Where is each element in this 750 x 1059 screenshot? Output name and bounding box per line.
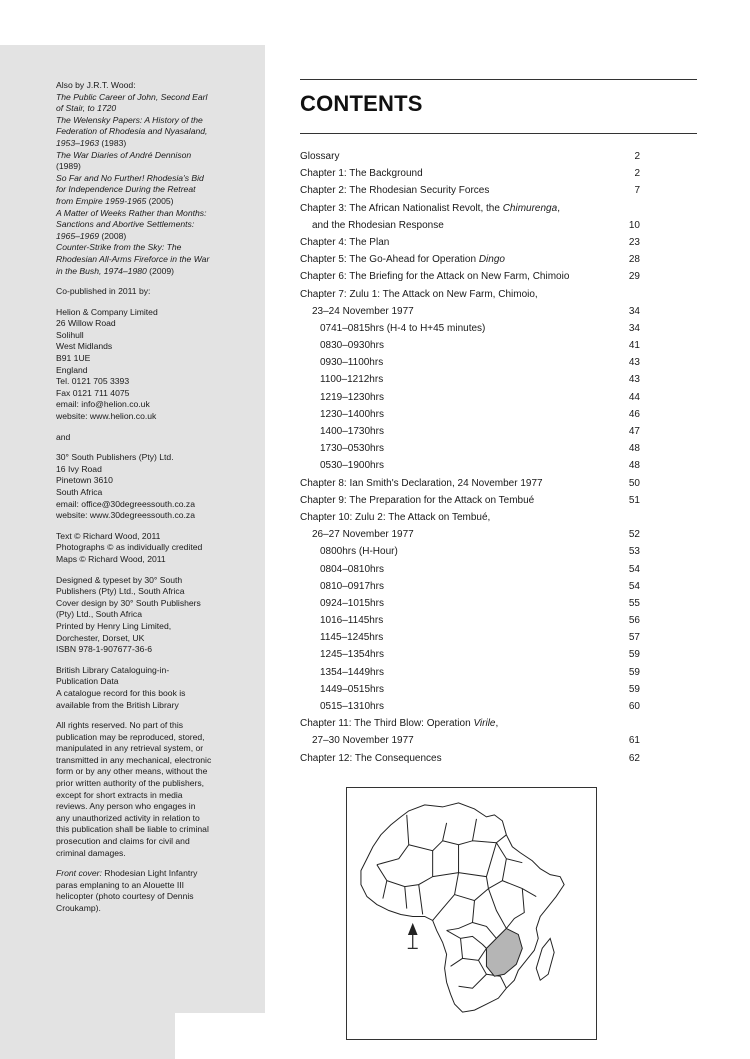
toc-title-segment: 0930–1100hrs	[320, 357, 384, 369]
toc-entry-title	[320, 631, 383, 645]
work-title-text: The Welensky Papers: A History of the	[56, 114, 203, 125]
toc-entry-title	[300, 511, 490, 525]
toc-entry-title	[300, 288, 538, 302]
toc-entry	[300, 563, 640, 580]
sidebar-line: prosecution and claims for civil and	[56, 836, 190, 847]
toc-title-segment: Chapter 5: The Go-Ahead for Operation	[300, 254, 479, 266]
work-year: (1983)	[99, 137, 127, 148]
sidebar-line: B91 1UE	[56, 353, 91, 364]
africa-outline	[361, 803, 564, 1012]
sidebar-line: A catalogue record for this book is	[56, 687, 186, 698]
africa-map	[346, 787, 597, 1040]
sidebar-line: transmitted in any mechanical, electronic	[56, 754, 212, 765]
toc-title-segment: 26–27 November 1977	[312, 529, 414, 541]
front-cover-line: Croukamp).	[56, 903, 101, 913]
toc-page-number: 41	[628, 340, 640, 352]
toc-entry-title	[300, 184, 489, 198]
toc-entry-title	[320, 442, 384, 456]
toc-title-segment: Chapter 2: The Rhodesian Security Forces	[300, 185, 490, 197]
also-by-block	[56, 80, 256, 277]
toc-page-number: 48	[628, 460, 640, 472]
toc-page-number: 10	[628, 219, 640, 231]
toc-title-segment: Chapter 3: The African Nationalist Revolt, the	[300, 202, 503, 214]
toc-entry	[300, 477, 640, 494]
sidebar-line: Publishers (Pty) Ltd., South Africa	[56, 586, 185, 597]
border-lines-east	[488, 843, 536, 929]
toc-page-number: 61	[628, 735, 640, 747]
toc-entry	[300, 219, 640, 236]
copyright-text	[56, 80, 256, 924]
toc-title-segment: Glossary	[300, 151, 340, 162]
border-lines-west	[377, 851, 433, 915]
toc-page-number: 52	[628, 529, 640, 541]
sidebar-line: criminal damages.	[56, 847, 126, 858]
toc-entry	[300, 597, 640, 614]
toc-entry	[300, 511, 640, 528]
toc-entry	[300, 459, 640, 476]
toc-title-segment: Chimurenga	[502, 202, 558, 214]
sidebar-line: Cover design by 30° South Publishers	[56, 597, 201, 608]
toc-entry	[300, 150, 640, 167]
toc-title-segment: Chapter 11: The Third Blow: Operation	[300, 718, 474, 730]
sidebar-line: ISBN 978-1-907677-36-6	[56, 644, 153, 655]
sidebar-line: Pinetown 3610	[56, 475, 113, 486]
toc-entry	[300, 683, 640, 700]
sidebar-line: Dorchester, Dorset, UK	[56, 632, 145, 643]
work-title-text: Counter-Strike from the Sky: The	[56, 242, 182, 253]
toc-page-number: 59	[628, 649, 640, 661]
toc-entry	[300, 425, 640, 442]
front-cover-line: helicopter (photo courtesy of Dennis	[56, 891, 194, 902]
toc-title-segment: Chapter 1: The Background	[300, 168, 423, 180]
front-cover-label-text: Front cover:	[56, 868, 102, 879]
toc-page-number: 51	[628, 494, 640, 506]
work-title	[56, 103, 256, 115]
work-title	[56, 231, 256, 243]
toc-page-number: 60	[628, 701, 640, 712]
toc-title-segment: Chapter 7: Zulu 1: The Attack on New Farm, Chimoio,	[300, 288, 538, 300]
rights-block	[56, 720, 256, 859]
work-title	[56, 138, 256, 150]
toc-entry	[300, 322, 640, 339]
toc-entry-title	[320, 614, 383, 628]
toc-title-segment: 1145–1245hrs	[320, 632, 384, 644]
toc-title-segment: 0924–1015hrs	[320, 597, 384, 609]
sidebar-line: West Midlands	[56, 341, 113, 352]
toc-title-segment: Chapter 9: The Preparation for the Attack on Tembué	[300, 494, 535, 506]
toc-title-segment: 0830–0930hrs	[320, 340, 384, 352]
toc-entry-title	[300, 150, 339, 164]
toc-entry	[300, 700, 640, 717]
toc-title-segment: 1016–1145hrs	[320, 615, 384, 627]
toc-entry-title	[320, 408, 384, 422]
toc-entry	[300, 631, 640, 648]
toc-title-segment: and the Rhodesian Response	[312, 219, 444, 231]
toc-entry-title	[320, 580, 384, 594]
sidebar-line: England	[56, 364, 88, 375]
toc-entry	[300, 391, 640, 408]
toc-page-number: 59	[628, 666, 640, 678]
sidebar-line: South Africa	[56, 487, 103, 497]
work-title	[56, 196, 256, 208]
sidebar-line: Helion & Company Limited	[56, 306, 158, 317]
sidebar-line: website: www.30degreessouth.co.za	[56, 510, 196, 521]
sidebar-line: this publication shall be liable to criminal	[56, 824, 209, 835]
sidebar-line: manipulated in any retrieval system, or	[56, 743, 204, 754]
toc-page-number: 28	[628, 254, 640, 266]
toc-entry-title	[320, 563, 384, 577]
toc-page-number: 44	[628, 391, 640, 403]
toc-entry-title	[320, 373, 383, 387]
toc-entry	[300, 494, 640, 511]
work-year: (2009)	[146, 265, 175, 276]
sidebar-line: Maps © Richard Wood, 2011	[56, 553, 166, 564]
helion-address	[56, 307, 256, 423]
toc-entry-title	[312, 305, 414, 319]
british-library-block	[56, 665, 256, 711]
toc-page-number: 43	[628, 357, 640, 369]
toc-entry-title	[320, 683, 384, 697]
south-address	[56, 452, 256, 522]
work-title-text: Sanctions and Abortive Settlements:	[56, 219, 195, 230]
sidebar-line: except for short extracts in media	[56, 789, 183, 800]
toc-page-number: 23	[628, 236, 640, 248]
border-lines-central	[433, 843, 497, 931]
sidebar-line: Solihull	[56, 329, 84, 340]
sidebar-line: Publication Data	[56, 676, 119, 687]
africa-map-svg	[347, 788, 596, 1039]
front-cover-line: paras emplaning to an Alouette III	[56, 879, 185, 890]
work-year: (1989)	[56, 161, 81, 172]
toc-page-number: 34	[628, 322, 640, 334]
toc-title-segment: 0741–0815hrs (H-4 to H+45 minutes)	[320, 322, 486, 334]
toc-title-segment: 23–24 November 1977	[312, 305, 414, 317]
toc-entry-title	[300, 236, 389, 250]
toc-entry	[300, 167, 640, 184]
work-title-text: The Public Career of John, Second Earl	[56, 91, 208, 102]
border-lines-north	[377, 815, 506, 873]
sidebar-line: Fax 0121 711 4075	[56, 387, 130, 398]
toc-title-segment: 1219–1230hrs	[320, 391, 384, 403]
madagascar	[536, 938, 554, 980]
sidebar-line: email: office@30degreessouth.co.za	[56, 498, 195, 509]
toc-title-segment: Chapter 8: Ian Smith's Declaration, 24 November 1977	[300, 477, 543, 489]
toc-title-segment: 1100–1212hrs	[320, 374, 384, 386]
toc-entry	[300, 528, 640, 545]
contents-list	[300, 150, 640, 769]
toc-title-segment: 27–30 November 1977	[312, 735, 414, 747]
toc-title-segment: 0530–1900hrs	[320, 460, 384, 472]
toc-title-segment: 1354–1449hrs	[320, 666, 384, 678]
sidebar-line: email: info@helion.co.uk	[56, 399, 150, 410]
sidebar-line: 16 Ivy Road	[56, 463, 102, 474]
toc-page-number: 46	[628, 408, 640, 420]
work-year: (2005)	[146, 195, 174, 206]
work-title-text: A Matter of Weeks Rather than Months:	[56, 207, 207, 218]
toc-entry	[300, 339, 640, 356]
north-arrow-icon	[408, 924, 418, 948]
toc-entry	[300, 717, 640, 734]
sidebar-line: form or by any other means, without the	[56, 766, 208, 777]
toc-entry-title	[320, 425, 384, 439]
sidebar-panel-extension	[0, 1013, 175, 1059]
work-title	[56, 242, 256, 254]
toc-entry-title	[300, 717, 498, 731]
toc-entry	[300, 270, 640, 287]
toc-page-number: 34	[628, 305, 640, 317]
toc-entry	[300, 356, 640, 373]
work-title-text: for Independence During the Retreat	[56, 184, 196, 195]
toc-title-segment: 1449–0515hrs	[320, 683, 384, 695]
toc-page-number: 47	[628, 426, 640, 437]
toc-entry	[300, 184, 640, 201]
toc-entry-title	[300, 752, 442, 766]
front-cover-label	[56, 868, 102, 878]
sidebar-line: British Library Cataloguing-in-	[56, 664, 170, 675]
also-by-heading: Also by J.R.T. Wood:	[56, 80, 136, 90]
work-title-text: 1953–1963	[56, 137, 100, 148]
toc-title-segment: ,	[557, 202, 560, 214]
toc-entry	[300, 373, 640, 390]
sidebar-line: (Pty) Ltd., South Africa	[56, 609, 142, 620]
toc-entry	[300, 236, 640, 253]
work-title-text: Federation of Rhodesia and Nyasaland,	[56, 126, 208, 137]
toc-entry-title	[320, 339, 384, 353]
toc-title-segment: 1730–0530hrs	[320, 443, 384, 455]
toc-entry	[300, 734, 640, 751]
toc-entry-title	[300, 270, 569, 284]
work-title	[56, 219, 256, 231]
toc-entry-title	[320, 597, 384, 611]
toc-page-number: 29	[628, 271, 640, 283]
toc-title-segment: 0804–0810hrs	[320, 563, 384, 575]
toc-page-number: 59	[628, 683, 640, 695]
work-title-text: 1965–1969	[56, 230, 100, 241]
page-title: CONTENTS	[300, 91, 423, 116]
sidebar-line: 30° South Publishers (Pty) Ltd.	[56, 452, 174, 463]
toc-page-number: 56	[628, 615, 640, 627]
toc-entry-title	[300, 477, 543, 491]
sidebar-line: available from the British Library	[56, 699, 179, 710]
toc-title-segment: Chapter 10: Zulu 2: The Attack on Tembué,	[300, 511, 491, 523]
toc-title-segment: Chapter 12: The Consequences	[300, 752, 442, 764]
sidebar-line: Photographs © as individually credited	[56, 542, 203, 553]
toc-entry-title	[312, 734, 414, 748]
toc-entry	[300, 666, 640, 683]
toc-entry-title	[320, 666, 384, 680]
toc-page-number: 7	[634, 185, 640, 197]
sidebar-line: reviews. Any person who engages in	[56, 801, 196, 812]
toc-entry-title	[320, 700, 384, 714]
toc-page-number: 54	[628, 580, 640, 592]
toc-entry-title	[300, 494, 534, 508]
toc-entry-title	[300, 253, 505, 267]
copub-line: Co-published in 2011 by:	[56, 286, 151, 297]
toc-entry-title	[320, 648, 384, 662]
toc-entry-title	[300, 167, 423, 181]
toc-page-number: 53	[628, 546, 640, 558]
toc-entry	[300, 253, 640, 270]
toc-entry-title	[320, 391, 384, 405]
sidebar-line: All rights reserved. No part of this	[56, 720, 184, 731]
sidebar-line: Text © Richard Wood, 2011	[56, 530, 161, 541]
work-title-text: So Far and No Further! Rhodesia's Bid	[56, 172, 204, 183]
design-block	[56, 575, 256, 656]
toc-entry-title	[320, 545, 398, 559]
works-list	[56, 92, 256, 278]
toc-entry	[300, 752, 640, 769]
work-title	[56, 173, 256, 185]
toc-title-segment: 1400–1730hrs	[320, 426, 384, 437]
front-cover-block	[56, 868, 256, 914]
work-title	[56, 161, 256, 173]
work-title	[56, 115, 256, 127]
top-rule	[300, 79, 697, 80]
work-title	[56, 126, 256, 138]
sidebar-line: any unauthorized activity in relation to	[56, 812, 200, 823]
toc-entry-title	[320, 459, 384, 473]
sidebar-line: prior written authority of the publishers,	[56, 778, 205, 789]
work-title	[56, 254, 256, 266]
toc-entry	[300, 288, 640, 305]
work-title	[56, 208, 256, 220]
toc-page-number: 54	[628, 563, 640, 575]
front-cover-line: Rhodesian Light Infantry	[101, 868, 198, 879]
credits-block	[56, 531, 256, 566]
toc-page-number: 55	[628, 597, 640, 609]
toc-entry	[300, 614, 640, 631]
toc-entry	[300, 648, 640, 665]
work-title-text: from Empire 1959-1965	[56, 195, 147, 206]
work-title	[56, 266, 256, 278]
sidebar-line: website: www.helion.co.uk	[56, 411, 157, 422]
toc-entry	[300, 202, 640, 219]
rhodesia-mozambique-highlight	[486, 928, 522, 976]
sidebar-line: 26 Willow Road	[56, 318, 116, 329]
toc-entry	[300, 580, 640, 597]
toc-entry-title	[312, 219, 444, 233]
toc-page-number: 43	[628, 374, 640, 386]
work-title-text: The War Diaries of André Dennison	[56, 149, 192, 160]
title-rule	[300, 133, 697, 134]
sidebar-line: Designed & typeset by 30° South	[56, 574, 183, 585]
toc-entry-title	[300, 202, 560, 216]
toc-title-segment: 0810–0917hrs	[320, 580, 384, 592]
work-title-text: of Stair, to 1720	[56, 103, 117, 114]
toc-title-segment: Chapter 4: The Plan	[300, 236, 390, 248]
toc-title-segment: 1245–1354hrs	[320, 649, 384, 661]
toc-page-number: 48	[628, 443, 640, 455]
toc-entry	[300, 408, 640, 425]
toc-entry-title	[320, 356, 383, 370]
work-title-text: Rhodesian All-Arms Fireforce in the War	[56, 253, 210, 264]
toc-entry	[300, 305, 640, 322]
work-title	[56, 184, 256, 196]
and-line: and	[56, 431, 71, 442]
work-title	[56, 150, 256, 162]
work-title	[56, 92, 256, 104]
toc-entry-title	[320, 322, 485, 336]
toc-title-segment: Dingo	[478, 254, 505, 266]
toc-title-segment: Chapter 6: The Briefing for the Attack on New Farm, Chimoio	[300, 271, 570, 283]
toc-title-segment: Virile	[473, 718, 496, 730]
toc-entry	[300, 545, 640, 562]
toc-page-number: 2	[634, 168, 640, 180]
work-title-text: in the Bush, 1974–1980	[56, 265, 147, 276]
toc-title-segment: 0800hrs (H-Hour)	[320, 546, 398, 558]
toc-title-segment: 1230–1400hrs	[320, 408, 384, 420]
toc-entry-title	[312, 528, 414, 542]
sidebar-line: Printed by Henry Ling Limited,	[56, 620, 172, 631]
toc-title-segment: ,	[495, 718, 499, 730]
toc-page-number: 57	[628, 632, 640, 644]
sidebar-line: publication may be reproduced, stored,	[56, 731, 205, 742]
toc-page-number: 62	[628, 752, 640, 764]
sidebar-line: Tel. 0121 705 3393	[56, 376, 130, 387]
toc-page-number: 50	[628, 477, 640, 489]
toc-title-segment: 0515–1310hrs	[320, 701, 384, 712]
toc-page-number: 2	[634, 151, 640, 162]
toc-entry	[300, 442, 640, 459]
work-year: (2008)	[99, 230, 127, 241]
